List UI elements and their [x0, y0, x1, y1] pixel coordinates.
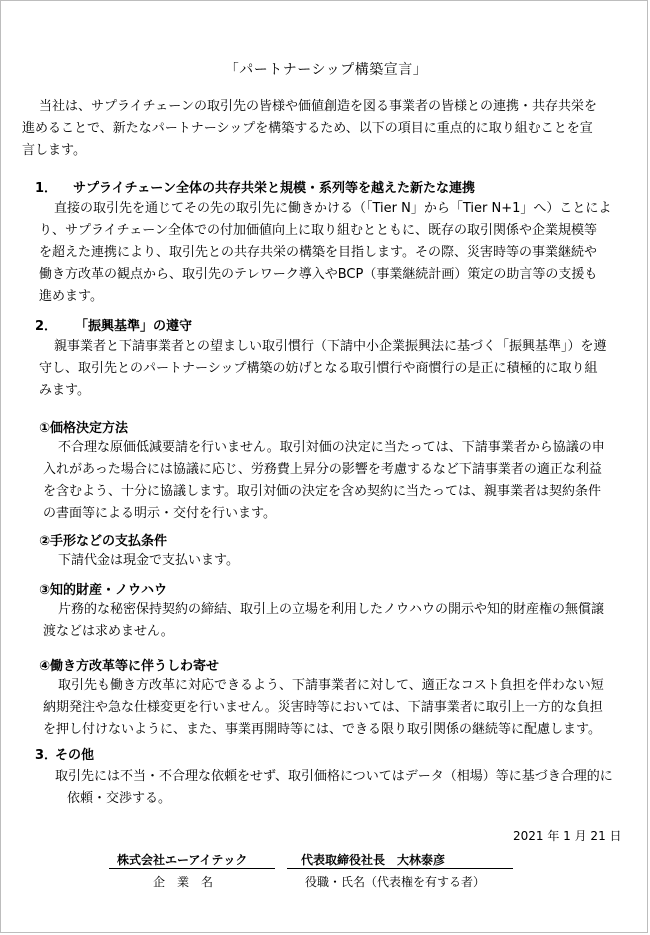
item-2-body [43, 550, 239, 572]
section-1-heading [35, 179, 475, 199]
section-number: 3． [35, 748, 58, 763]
company-underline [109, 868, 275, 869]
section-2-heading [35, 317, 192, 337]
body-line: 取引先には不当・不合理な依頼をせず、取引価格についてはデータ（相場）等に基づき合理的に [55, 769, 613, 784]
company-label: 企 業 名 [153, 875, 214, 889]
item-1-body [43, 437, 605, 525]
section-3-body [55, 766, 613, 810]
item-2-heading: ②手形などの支払条件 [39, 534, 168, 549]
item-1-heading: ①価格決定方法 [39, 421, 129, 436]
body-line: 納期発注や急な仕様変更を行いません。災害時等においては、下請事業者に取引上一方的な負担 [43, 700, 603, 715]
section-3-heading [35, 746, 94, 766]
document-title: 「パートナーシップ構築宣言」 [224, 62, 428, 78]
body-line: り、サプライチェーン全体での付加価値向上に取り組むとともに、既存の取引関係や企業規模等 [39, 223, 597, 238]
section-title: サプライチェーン全体の共存共栄と規模・系列等を越えた新たな連携 [73, 181, 475, 196]
body-line: 下請代金は現金で支払います。 [58, 553, 239, 568]
body-line: 渡などは求めません。 [43, 624, 174, 639]
body-line: 守し、取引先とのパートナーシップ構築の妨げとなる取引慣行や商慣行の是正に積極的に取り組 [39, 361, 598, 376]
body-line: を含むよう、十分に協議します。取引対価の決定を含め契約に当たっては、親事業者は契約条件 [43, 484, 601, 499]
section-number: 2． [35, 319, 58, 334]
intro-paragraph [22, 96, 597, 162]
item-3-heading: ③知的財産・ノウハウ [39, 583, 168, 598]
body-line: 直接の取引先を通じてその先の取引先に働きかける（「Tier N」から「Tier N+1」へ）ことによ [54, 201, 612, 216]
body-line: を押し付けないように、また、事業再開時等には、できる限り取引関係の継続等に配慮します。 [43, 722, 601, 737]
body-line: 依頼・交渉する。 [67, 791, 172, 806]
item-4-heading: ④働き方改革等に伴うしわ寄せ [39, 659, 220, 674]
section-1-body [39, 198, 611, 308]
body-line: 進めます。 [39, 289, 103, 304]
representative-label: 役職・氏名（代表権を有する者） [305, 875, 486, 889]
section-number: 1． [35, 181, 58, 196]
body-line: 不合理な原価低減要請を行いません。取引対価の決定に当たっては、下請事業者から協議の申 [58, 440, 605, 455]
body-line: の書面等による明示・交付を行います。 [43, 506, 276, 521]
section-title: 「振興基準」の遵守 [75, 319, 193, 334]
intro-line: 当社は、サプライチェーンの取引先の皆様や価値創造を図る事業者の皆様との連携・共存共栄を [39, 99, 597, 114]
body-line: 親事業者と下請事業者との望ましい取引慣行（下請中小企業振興法に基づく「振興基準」）を遵 [54, 339, 607, 354]
body-line: みます。 [39, 383, 90, 398]
body-line: 片務的な秘密保持契約の締結、取引上の立場を利用したノウハウの開示や知的財産権の無償譲 [58, 602, 605, 617]
item-4-body [43, 675, 604, 741]
declaration-date: 2021 年 1 月 21 日 [513, 829, 622, 843]
section-2-body [39, 336, 607, 402]
section-title: その他 [55, 748, 95, 763]
body-line: 取引先も働き方改革に対応できるよう、下請事業者に対して、適正なコスト負担を伴わない短 [58, 678, 604, 693]
item-3-body [43, 599, 604, 643]
body-line: を超えた連携により、取引先との共存共栄の構築を目指します。その際、災害時等の事業継続や [39, 245, 597, 260]
company-name: 株式会社エーアイテック [117, 853, 248, 867]
intro-line: 進めることで、新たなパートナーシップを構築するため、以下の項目に重点的に取り組むことを宣 [22, 121, 593, 136]
representative-name: 代表取締役社長 大林泰彦 [301, 853, 446, 867]
representative-underline [287, 868, 513, 869]
body-line: 入れがあった場合には協議に応じ、労務費上昇分の影響を考慮するなど下請事業者の適正な利益 [43, 462, 602, 477]
intro-line: 言します。 [22, 143, 86, 158]
body-line: 働き方改革の観点から、取引先のテレワーク導入やBCP（事業継続計画）策定の助言等の支援も [39, 267, 598, 282]
